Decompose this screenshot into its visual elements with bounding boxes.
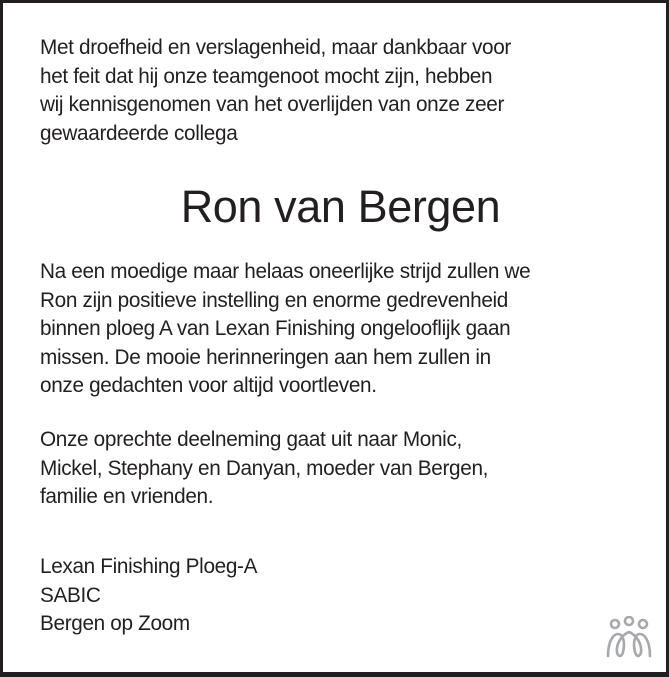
message-line: Na een moedige maar helaas oneerlijke strijd zullen we [40,259,531,283]
condolence-line: Mickel, Stephany en Danyan, moeder van Bergen, [40,455,489,480]
signature-line: Bergen op Zoom [40,611,190,636]
message-line: missen. De mooie herinneringen aan hem zullen in [40,344,491,369]
message-line: Ron zijn positieve instelling en enorme gedrevenheid [40,287,509,312]
intro-paragraph [40,33,511,147]
signature-block [40,552,257,638]
intro-line: Met droefheid en verslagenheid, maar dankbaar voor [40,35,511,59]
deceased-name: Ron van Bergen [180,181,501,232]
condolence-line: Onze oprechte deelneming gaat uit naar Monic, [40,427,462,451]
condolence-line: familie en vrienden. [40,484,214,509]
signature-line: Lexan Finishing Ploeg-A [40,554,258,578]
signature-line: SABIC [40,582,101,607]
intro-line: het feit dat hij onze teamgenoot mocht zijn, hebben [40,63,493,88]
message-line: onze gedachten voor altijd voortleven. [40,373,377,398]
message-line: binnen ploeg A van Lexan Finishing ongelooflijk gaan [40,316,511,341]
intro-line: wij kennisgenomen van het overlijden van onze zeer [40,92,505,117]
people-group-icon [606,616,652,660]
message-paragraph [40,257,530,400]
condolence-paragraph [40,425,488,511]
intro-line: gewaardeerde collega [40,120,238,145]
